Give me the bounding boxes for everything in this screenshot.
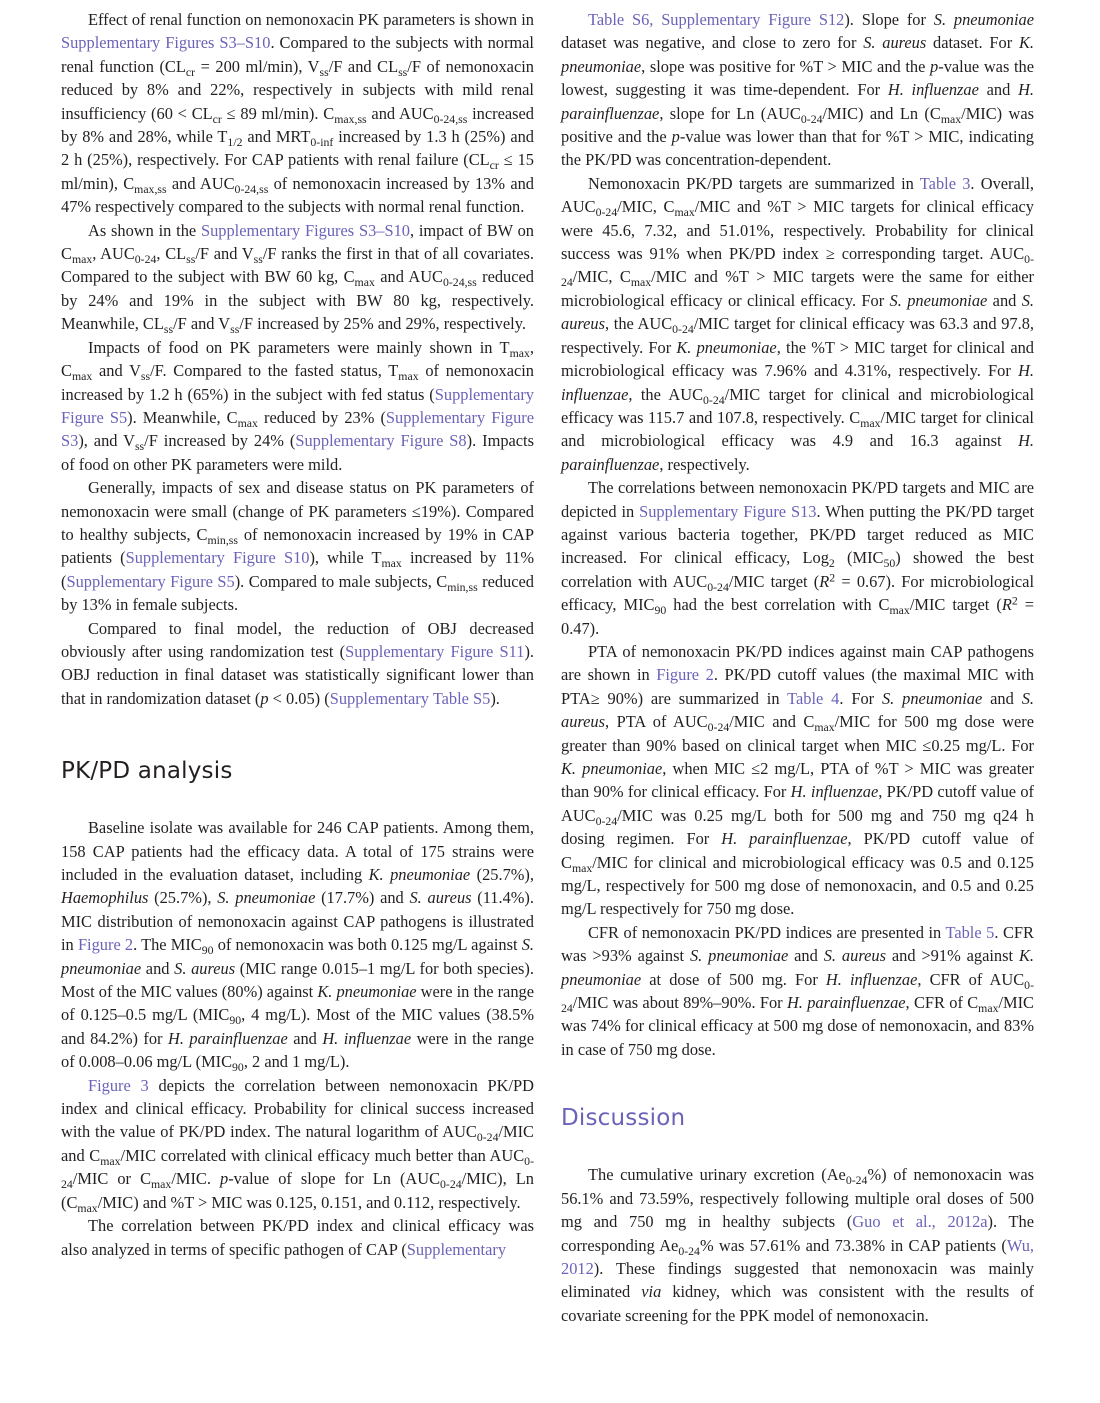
reference-link[interactable]: Supplementary	[406, 1239, 507, 1259]
text-run: The correlations between nemonoxacin PK/PD targets and MIC are depicted in	[561, 478, 1034, 521]
text-run: (11.4%). MIC distribution of nemonoxacin against CAP pathogens is illustrated in	[61, 888, 534, 955]
subscript: max	[151, 1177, 172, 1192]
subscript: max	[571, 860, 593, 875]
subscript: cr	[489, 158, 499, 173]
text-run: (25.7%),	[470, 865, 534, 884]
subscript: 0-24	[134, 251, 157, 266]
text-run: reduced by 13% in female subjects.	[61, 571, 534, 615]
subscript: 0-24	[845, 1173, 868, 1188]
subscript: ss	[186, 251, 196, 266]
subscript: 0-24	[678, 1243, 700, 1258]
subscript: max	[889, 602, 910, 617]
italic-text: S. aureus	[409, 888, 472, 908]
text-run: and	[978, 80, 1019, 100]
text-run: increased by 8% and 28%, while T	[61, 103, 535, 147]
reference-link[interactable]: Wu, 2012	[561, 1235, 1035, 1278]
text-run: ) showed the best correlation with AUC	[561, 548, 1034, 591]
text-run: As shown in the	[88, 220, 201, 240]
subscript: max	[509, 345, 530, 360]
reference-link[interactable]: Guo et al., 2012a	[852, 1212, 988, 1232]
italic-text: S. aureus	[174, 958, 236, 978]
text-run: and V	[92, 361, 141, 381]
text-run: /MIC, C	[572, 267, 631, 287]
text-run: of nemonoxacin increased by 1.2 h (65%) in the subject with fed status (	[61, 361, 535, 404]
text-run: of nemonoxacin increased by 19% in CAP patients (	[61, 524, 534, 568]
text-run: of nemonoxacin increased by 13% and 47% respectively compared to the subjects with normal renal function.	[61, 173, 534, 217]
text-run: /MIC or C	[72, 1169, 151, 1189]
text-run: %) of nemonoxacin was 56.1% and 73.59%, respectively following multiple oral doses of 500 mg and 750 mg in healthy subjects (	[561, 1165, 1034, 1232]
text-run: /MIC target for clinical and microbiological efficacy was 115.7 and 107.8, respectively. C	[561, 384, 1034, 427]
text-run: < 0.05) (	[268, 688, 330, 708]
text-run: of nemonoxacin was both 0.125 mg/L against	[213, 935, 522, 955]
italic-text: H. parainfluenzae	[561, 431, 1034, 474]
section-heading-pkpd-analysis: PK/PD analysis	[61, 758, 233, 785]
text-run: Compared to final model, the reduction of OBJ decreased obviously after using randomization test (	[61, 618, 534, 661]
italic-text: H. influenzae	[825, 969, 918, 989]
subscript: max	[814, 719, 835, 734]
text-run: /F and V	[173, 314, 231, 334]
text-run: , 2 and 1 mg/L).	[243, 1052, 350, 1072]
text-run: /F increased by 24% (	[144, 431, 296, 451]
text-run: and AUC	[166, 173, 235, 193]
text-run: ).	[490, 688, 500, 708]
text-run: /MIC and C	[729, 712, 815, 732]
text-run: (17.7%) and	[315, 888, 410, 908]
body-paragraph	[561, 8, 1034, 172]
text-run: ≤ 89 ml/min). C	[221, 103, 335, 123]
text-run: /F ranks the first in that of all covariates. Compared to the subject with BW 60 kg, C	[61, 244, 534, 287]
text-run: , slope for Ln (AUC	[659, 103, 801, 123]
text-run: depicts the correlation between nemonoxacin PK/PD index and clinical efficacy. Probability for clinical success increased with the value of PK/PD index. The natural logarithm of AUC	[61, 1075, 534, 1142]
subscript: 50	[883, 556, 896, 571]
text-run: , PK/PD cutoff value of C	[561, 829, 1035, 872]
italic-text: H. influenzae	[322, 1028, 412, 1048]
italic-text: H. influenzae	[887, 80, 979, 100]
subscript: 0-24	[800, 111, 823, 126]
subscript: 0-24	[707, 579, 729, 594]
text-run: ), while T	[309, 548, 382, 568]
subscript: 0-24,ss	[433, 111, 468, 126]
subscript: 1/2	[227, 134, 243, 149]
text-run: Baseline isolate was available for 246 CAP patients. Among them, 158 CAP patients had the efficacy data. A total of 175 strains were included in the evaluation dataset, including	[61, 818, 534, 884]
subscript: 0-24,ss	[442, 275, 477, 290]
body-paragraph	[61, 816, 534, 1073]
italic-text: S. pneumoniae	[217, 888, 316, 908]
text-run: ). These findings suggested that nemonoxacin was mainly eliminated	[561, 1258, 1034, 1302]
body-paragraph	[61, 1074, 534, 1214]
italic-text: K. pneumoniae	[561, 33, 1034, 76]
subscript: max	[978, 1000, 999, 1015]
reference-link[interactable]: Figure 3	[88, 1075, 149, 1095]
text-run: reduced by 23% (	[257, 407, 386, 427]
subscript: max	[354, 275, 375, 290]
text-run: /MIC was about 89%–90%. For	[572, 993, 787, 1013]
text-run: (25.7%),	[148, 888, 218, 908]
subscript: cr	[212, 111, 222, 126]
text-run: , CL	[156, 244, 187, 264]
text-run: = 200 ml/min), V	[195, 56, 320, 76]
text-run: , AUC	[92, 244, 135, 264]
italic-text: S. aureus	[823, 946, 886, 966]
text-run: , slope was positive for %T > MIC and the	[641, 56, 931, 76]
italic-text: H. parainfluenzae	[721, 829, 848, 849]
subscript: max,ss	[334, 111, 367, 126]
text-run: /F and V	[195, 244, 254, 264]
text-run: /MIC, C	[617, 197, 675, 217]
body-paragraph	[561, 640, 1034, 921]
text-run: dataset was negative, and close to zero for	[561, 33, 864, 53]
reference-link[interactable]: Table 3	[919, 173, 971, 193]
italic-text: K. pneumoniae	[368, 865, 471, 884]
italic-text: S. pneumoniae	[689, 946, 789, 966]
italic-text: S. pneumoniae	[881, 688, 983, 708]
superscript: 2	[829, 570, 836, 585]
subscript: 0-24	[440, 1177, 462, 1192]
body-paragraph	[561, 476, 1034, 640]
text-run: -value was lower than that for %T > MIC, indicating the PK/PD was concentration-dependent.	[561, 127, 1034, 170]
text-run: /MIC target (	[728, 571, 820, 591]
text-run: ). Slope for	[844, 10, 934, 29]
text-run: /F increased by 25% and 29%, respectively.	[239, 314, 526, 334]
subscript: max	[398, 368, 419, 383]
text-run: , the AUC	[605, 314, 673, 334]
text-run: . Compared to the subjects with normal renal function (CL	[61, 33, 534, 76]
text-run: -value was the lowest, suggesting it was time-dependent. For	[561, 56, 1034, 100]
text-run: (MIC	[834, 548, 884, 568]
text-run: Generally, impacts of sex and disease status on PK parameters of nemonoxacin were small (change of PK parameters ≤19%). Compared to healthy subjects, C	[61, 478, 534, 544]
text-run: = 0.47).	[561, 595, 1035, 638]
subscript: max	[940, 111, 962, 126]
text-run: /MIC) and Ln (C	[822, 103, 941, 123]
text-run: . Overall, AUC	[561, 173, 1034, 217]
italic-text: H. parainfluenzae	[786, 993, 906, 1013]
subscript: max	[77, 1200, 98, 1215]
text-run: /MIC was 0.25 mg/L both for 500 mg and 750 mg q24 h dosing regimen. For	[561, 805, 1034, 849]
reference-link[interactable]: Supplementary Figure S10	[125, 548, 310, 568]
reference-link[interactable]: Supplementary Figures S3–S10	[61, 33, 271, 53]
text-run: increased by 11% (	[61, 548, 534, 591]
subscript: 0-24,ss	[234, 181, 269, 196]
italic-text: via	[641, 1282, 662, 1302]
text-run: CFR of nemonoxacin PK/PD indices are presented in	[588, 922, 946, 942]
text-run: Nemonoxacin PK/PD targets are summarized in	[588, 173, 920, 193]
italic-text: p	[930, 56, 939, 76]
text-run: /MIC.	[171, 1169, 220, 1189]
text-run: /MIC target (	[909, 595, 1002, 615]
text-run: and	[788, 946, 824, 966]
reference-link[interactable]: Supplementary Table S5	[329, 688, 491, 708]
italic-text: K. pneumoniae	[561, 759, 663, 778]
text-run: and	[982, 688, 1022, 708]
subscript: min,ss	[447, 579, 478, 594]
body-paragraph	[61, 1214, 534, 1261]
text-run: , 4 mg/L). Most of the MIC values (38.5% and 84.2%) for	[61, 1005, 534, 1048]
text-run: /MIC and %T > MIC targets for clinical efficacy were 45.6, 7.32, and 51.01%, respectively. Probability for clinical success was 91% when PK/PD index ≥ corresponding target. AUC	[561, 197, 1034, 264]
subscript: 0-24	[561, 977, 1034, 1015]
discussion-section	[561, 1163, 1034, 1327]
text-run: and	[141, 958, 175, 978]
text-run: . The MIC	[133, 935, 202, 955]
body-paragraph	[61, 336, 534, 476]
text-run: ). Impacts of food on other PK parameters were mild.	[61, 431, 534, 474]
right-column	[561, 8, 1034, 1327]
body-paragraph	[61, 476, 534, 616]
text-run: , when MIC ≤2 mg/L, PTA of %T > MIC was greater than 90% for clinical efficacy. For	[561, 759, 1034, 802]
subscript: ss	[230, 322, 240, 337]
subscript: 0-24	[672, 322, 694, 337]
text-run: reduced by 24% and 19% in the subject with BW 80 kg, respectively. Meanwhile, CL	[61, 267, 534, 334]
text-run: and	[987, 290, 1022, 310]
text-run: had the best correlation with C	[666, 595, 890, 615]
text-run: . For	[839, 688, 882, 708]
reference-link[interactable]: Table 4	[787, 688, 840, 708]
italic-text: K. pneumoniae	[676, 337, 777, 357]
renal-bw-food-section	[61, 8, 534, 710]
text-run: % was 57.61% and 73.38% in CAP patients (	[699, 1235, 1007, 1255]
text-run: = 0.67). For microbiological efficacy, MIC	[561, 571, 1034, 615]
body-paragraph	[61, 219, 534, 336]
body-paragraph	[61, 617, 534, 711]
subscript: 90	[229, 1013, 242, 1028]
subscript: max	[860, 415, 881, 430]
text-run: were in the range of 0.125–0.5 mg/L (MIC	[61, 982, 534, 1025]
subscript: 90	[232, 1060, 244, 1075]
subscript: 90	[654, 602, 667, 617]
text-run: /MIC for 500 mg dose were greater than 90% based on clinical target when MIC ≤0.25 mg/L. For	[561, 712, 1035, 755]
text-run: /F. Compared to the fasted status, T	[150, 361, 399, 381]
text-run: (MIC range 0.015–1 mg/L for both species). Most of the MIC values (80%) against	[61, 958, 534, 1002]
text-run: and >91% against	[885, 946, 1019, 966]
reference-link[interactable]: Supplementary Figure S8	[295, 431, 467, 451]
text-run: /MIC) was positive and the	[561, 103, 1034, 147]
subscript: 2	[828, 556, 835, 571]
subscript: max	[100, 1153, 121, 1168]
italic-text: S. pneumoniae	[889, 290, 988, 310]
superscript: 2	[1011, 593, 1018, 608]
reference-link[interactable]: Supplementary Figure S5	[66, 571, 235, 591]
subscript: max	[71, 368, 93, 383]
italic-text: S. aureus	[863, 33, 927, 53]
text-run: /F and CL	[328, 56, 399, 76]
text-run: /MIC and %T > MIC targets were the same for either microbiological efficacy or clinical efficacy. For	[561, 267, 1034, 310]
text-run: /MIC target for clinical and microbiological efficacy was 4.9 and 16.3 against	[561, 407, 1034, 451]
italic-text: H. parainfluenzae	[561, 80, 1034, 123]
italic-text: H. influenzae	[790, 782, 879, 802]
text-run: ). Compared to male subjects, C	[234, 571, 448, 591]
subscript: ss	[253, 251, 263, 266]
text-run: /F of nemonoxacin reduced by 8% and 22%, respectively in subjects with mild renal insufficiency (60 < CL	[61, 56, 534, 123]
italic-text: p	[260, 688, 269, 708]
text-run: increased by 1.3 h (25%) and 2 h (25%), respectively. For CAP patients with renal failure (CL	[61, 127, 535, 170]
text-run: The correlation between PK/PD index and clinical efficacy was also analyzed in terms of specific pathogen of CAP (	[61, 1216, 534, 1259]
text-run: ≤ 15 ml/min), C	[61, 150, 534, 193]
text-run: , PTA of AUC	[605, 712, 708, 732]
body-paragraph	[561, 172, 1034, 476]
subscript: ss	[134, 439, 145, 454]
text-run: /MIC), Ln (C	[61, 1169, 534, 1212]
subscript: 0-24	[703, 392, 725, 407]
text-run: ), and V	[78, 431, 135, 451]
text-run: /MIC) and %T > MIC was 0.125, 0.151, and 0.112, respectively.	[97, 1192, 521, 1212]
subscript: max,ss	[134, 181, 167, 196]
body-paragraph	[61, 8, 534, 219]
text-run: /MIC and C	[61, 1122, 534, 1165]
subscript: ss	[140, 368, 151, 383]
text-run: . CFR was >93% against	[561, 922, 1034, 966]
subscript: 90	[201, 942, 214, 957]
text-run: /MIC for clinical and microbiological efficacy was 0.5 and 0.125 mg/L, respectively for 500 mg dose of nemonoxacin, and 0.5 and 0.25 mg/L respectively for 750 mg dose.	[561, 852, 1034, 919]
left-column	[61, 8, 534, 1261]
text-run: , the %T > MIC target for clinical and microbiological efficacy was 7.96% and 4.31%, respectively. For	[561, 337, 1034, 381]
italic-text: S. aureus	[561, 688, 1034, 732]
italic-text: S. pneumoniae	[933, 10, 1034, 29]
text-run: , CFR of AUC	[917, 969, 1025, 989]
italic-text: R	[1001, 595, 1012, 615]
text-run: , impact of BW on C	[61, 220, 534, 264]
text-run: and	[287, 1028, 323, 1048]
italic-text: K. pneumoniae	[317, 982, 417, 1002]
reference-link[interactable]: Supplementary Figure S5	[61, 384, 534, 427]
text-run: , respectively.	[659, 454, 750, 474]
body-paragraph	[561, 1163, 1034, 1327]
subscript: ss	[163, 322, 174, 337]
pkpd-targets-section	[561, 8, 1034, 1061]
subscript: max	[674, 205, 695, 220]
text-run: . PK/PD cutoff values (the maximal MIC with PTA≥ 90%) are summarized in	[561, 665, 1034, 708]
italic-text: R	[819, 571, 830, 591]
subscript: 0-24	[561, 251, 1034, 290]
pkpd-analysis-section	[61, 816, 534, 1261]
reference-link[interactable]: Table 5	[945, 922, 995, 942]
text-run: and AUC	[374, 267, 443, 287]
subscript: 0-24	[476, 1130, 499, 1145]
text-run: /MIC correlated with clinical efficacy much better than AUC	[120, 1145, 525, 1165]
reference-link[interactable]: Supplementary Figure S3	[61, 407, 535, 451]
reference-link[interactable]: Supplementary Figure S13	[639, 501, 817, 521]
text-run: dataset. For	[926, 33, 1019, 53]
italic-text: S. aureus	[561, 290, 1034, 334]
text-run: , the AUC	[628, 384, 704, 404]
text-run: ). The corresponding Ae	[561, 1212, 1034, 1255]
subscript: ss	[319, 64, 329, 79]
reference-link[interactable]: Figure 2	[77, 935, 134, 955]
text-run: , CFR of C	[905, 993, 979, 1013]
subscript: max	[381, 556, 402, 571]
subscript: 0-inf	[310, 134, 334, 149]
text-run: . When putting the PK/PD target against various bacteria together, PK/PD target reduced as MIC increased. For clinical efficacy, Log	[561, 501, 1035, 568]
text-run: ). Meanwhile, C	[127, 407, 238, 427]
subscript: ss	[398, 64, 408, 79]
italic-text: K. pneumoniae	[561, 946, 1034, 989]
subscript: max	[237, 415, 258, 430]
text-run: at dose of 500 mg. For	[641, 969, 826, 989]
reference-link[interactable]: Table S6, Supplementary Figure S12	[588, 10, 845, 29]
text-run: ). OBJ reduction in final dataset was statistically significant lower than that in randomization dataset (	[61, 641, 535, 708]
text-run: kidney, which was consistent with the results of covariate screening for the PPK model of nemonoxacin.	[561, 1282, 1034, 1325]
text-run: , C	[61, 337, 534, 381]
subscript: 0-24	[595, 205, 618, 220]
reference-link[interactable]: Supplementary Figures S3–S10	[200, 220, 410, 240]
text-run: PTA of nemonoxacin PK/PD indices against main CAP pathogens are shown in	[561, 641, 1034, 685]
italic-text: p	[671, 127, 680, 147]
text-run: were in the range of 0.008–0.06 mg/L (MIC	[61, 1028, 535, 1072]
text-run: and AUC	[366, 103, 434, 123]
text-run: , PK/PD cutoff value of AUC	[561, 782, 1035, 825]
subscript: 0-24	[707, 719, 730, 734]
subscript: cr	[185, 64, 196, 79]
text-run: Impacts of food on PK parameters were mainly shown in T	[88, 337, 510, 357]
italic-text: H. influenzae	[561, 361, 1034, 404]
text-run: /MIC was 74% for clinical efficacy at 500 mg dose of nemonoxacin, and 83% in case of 750 mg dose.	[561, 993, 1034, 1059]
subscript: 0-24	[595, 813, 618, 828]
text-run: The cumulative urinary excretion (Ae	[588, 1165, 846, 1185]
subscript: max	[630, 275, 652, 290]
subscript: 0-24	[61, 1153, 534, 1192]
text-run: Effect of renal function on nemonoxacin PK parameters is shown in	[88, 10, 534, 29]
body-paragraph	[561, 921, 1034, 1061]
section-heading-discussion: Discussion	[561, 1105, 686, 1132]
text-run: /MIC target for clinical efficacy was 63.3 and 97.8, respectively. For	[561, 314, 1034, 357]
reference-link[interactable]: Supplementary Figure S11	[345, 641, 525, 661]
italic-text: p	[219, 1169, 229, 1189]
subscript: min,ss	[207, 532, 238, 547]
italic-text: S. pneumoniae	[61, 935, 534, 978]
text-run: and MRT	[242, 127, 311, 147]
text-run: -value of slope for Ln (AUC	[228, 1169, 441, 1189]
italic-text: H. parainfluenzae	[167, 1028, 288, 1048]
subscript: max	[71, 251, 93, 266]
reference-link[interactable]: Figure 2	[656, 665, 714, 685]
italic-text: Haemophilus	[61, 888, 149, 908]
